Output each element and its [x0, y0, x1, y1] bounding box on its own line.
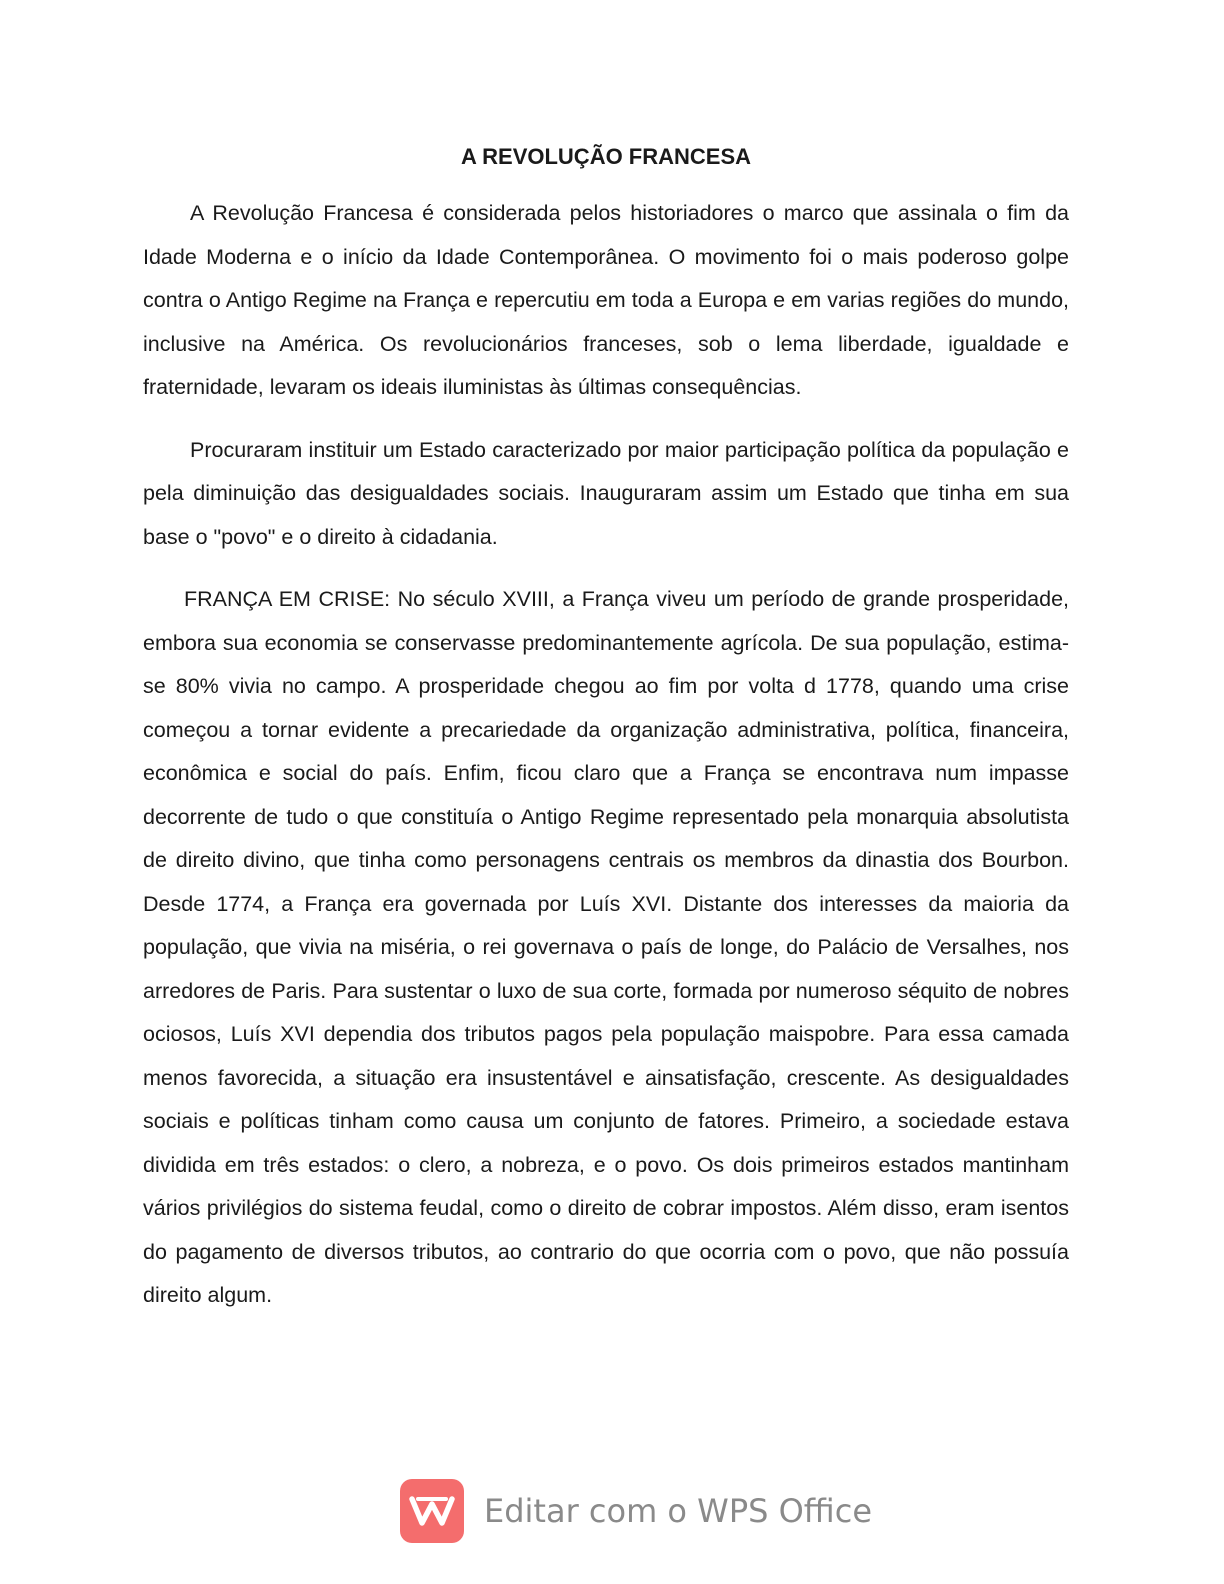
- wps-w-icon: [400, 1479, 464, 1543]
- wps-edit-label[interactable]: Editar com o WPS Office: [484, 1492, 872, 1530]
- document-page: [143, 140, 1069, 1337]
- paragraph-state: Procuraram instituir um Estado caracterizado por maior participação política da população e pela diminuição das desigualdades sociais. Inauguraram assim um Estado que tinha em sua base o "povo" e o direito à cidadania.: [143, 437, 1069, 549]
- paragraph-intro: A Revolução Francesa é considerada pelos historiadores o marco que assinala o fim da Idade Moderna e o início da Idade Contemporânea. O movimento foi o mais poderoso golpe contra o Antigo Regime na França e repercutiu em toda a Europa e em varias regiões do mundo, inclusive na América. Os revolucionários franceses, sob o lema liberdade, igualdade e fraternidade, levaram os ideais iluministas às últimas consequências.: [143, 201, 1069, 399]
- paragraph-crisis: FRANÇA EM CRISE: No século XVIII, a França viveu um período de grande prosperidade, embora sua economia se conservasse predominantemente agrícola. De sua população, estima-se 80% vivia no campo. A prosperidade chegou ao fim por volta d 1778, quando uma crise começou a tornar evidente a precariedade da organização administrativa, política, financeira, econômica e social do país. Enfim, ficou claro que a França se encontrava num impasse decorrente de tudo o que constituía o Antigo Regime representado pela monarquia absolutista de direito divino, que tinha como personagens centrais os membros da dinastia dos Bourbon. Desde 1774, a França era governada por Luís XVI. Distante dos interesses da maioria da população, que vivia na miséria, o rei governava o país de longe, do Palácio de Versalhes, nos arredores de Paris. Para sustentar o luxo de sua corte, formada por numeroso séquito de nobres ociosos, Luís XVI dependia dos tributos pagos pela população maispobre. Para essa camada menos favorecida, a situação era insustentável e ainsatisfação, crescente. As desigualdades sociais e políticas tinham como causa um conjunto de fatores. Primeiro, a sociedade estava dividida em três estados: o clero, a nobreza, e o povo. Os dois primeiros estados mantinham vários privilégios do sistema feudal, como o direito de cobrar impostos. Além disso, eram isentos do pagamento de diversos tributos, ao contrario do que ocorria com o povo, que não possuía direito algum.: [143, 587, 1069, 1307]
- wps-edit-banner[interactable]: [400, 1479, 872, 1543]
- document-title: A REVOLUÇÃO FRANCESA: [460, 144, 752, 169]
